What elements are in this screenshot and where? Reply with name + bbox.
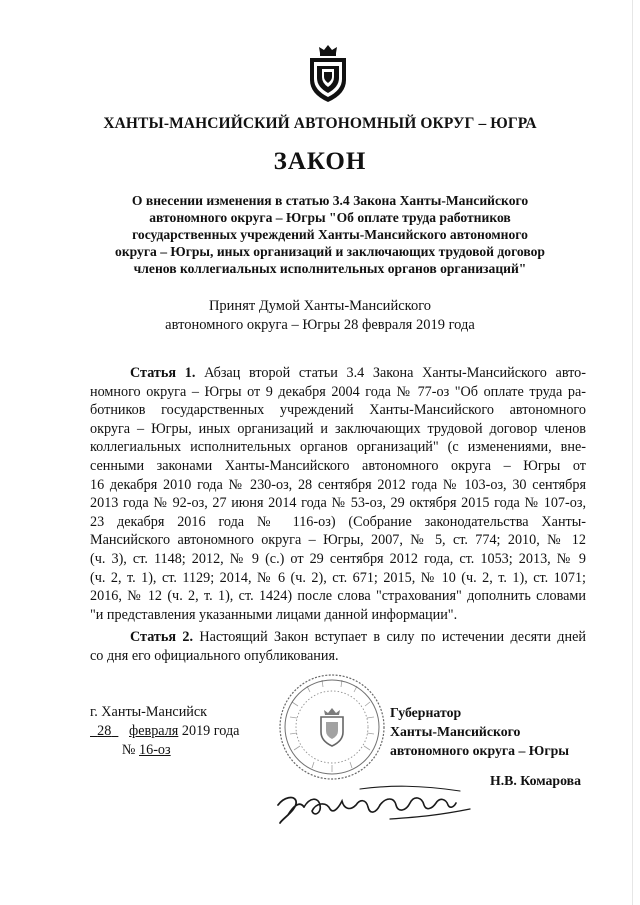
organization-heading: ХАНТЫ-МАНСИЙСКИЙ АВТОНОМНЫЙ ОКРУГ – ЮГРА — [103, 115, 537, 132]
scan-edge-line — [632, 0, 633, 905]
article-1-line: (ч. 2, т. 1), ст. 1129; 2014, № 6 (ч. 2), ст. 671; 2015, № 10 (ч. 2, т. 1), ст. 1071; — [90, 569, 586, 586]
article-1-line: 16 декабря 2010 года № 230-оз, 28 сентября 2012 года № 103-оз, 30 сентября — [90, 476, 586, 493]
law-title-line: государственных учреждений Ханты-Мансийского автономного — [132, 227, 528, 242]
article-1-line: (ч. 3), ст. 1148; 2012, № 9 (с.) от 29 сентября 2012 года, ст. 1053; 2013, № 9 — [90, 550, 586, 567]
adoption-statement — [0, 297, 640, 335]
law-title-line: О внесении изменения в статью 3.4 Закона Ханты-Мансийского — [131, 193, 529, 208]
article-2-line: со дня его официального опубликования. — [90, 647, 339, 664]
governor-name: Н.В. Комарова — [490, 773, 582, 788]
document-type-heading: ЗАКОН — [273, 148, 367, 175]
date-month: февраля — [129, 723, 179, 739]
article-1-line: номного округа – Югры от 9 декабря 2004 года № 77-оз "Об оплате труда ра- — [90, 383, 586, 400]
signing-date — [90, 722, 239, 741]
law-number: № 16-оз — [121, 742, 171, 758]
law-title-line: автономного округа – Югры "Об оплате труда работников — [149, 210, 511, 225]
article-1-line: сенными законами Ханты-Мансийского автономного округа – Югры от — [90, 457, 586, 474]
place-and-date — [90, 703, 239, 760]
article-2-first-text: Настоящий Закон вступает в силу по истечении десяти дней — [193, 629, 586, 645]
adoption-line: автономного округа – Югры 28 февраля 2019 года — [165, 317, 475, 333]
article-1-line: 23 декабря 2016 года № 116-оз) (Собрание законодательства Ханты- — [90, 513, 586, 530]
article-1-first-line — [90, 364, 586, 383]
article-1-first-text: Абзац второй статьи 3.4 Закона Ханты-Мансийского авто- — [195, 365, 586, 381]
article-1-line: ботников государственных учреждений Ханты-Мансийского автономного — [90, 402, 586, 419]
article-1-line: 2013 года № 92-оз, 27 июня 2014 года № 53-оз, 29 октября 2015 года № 107-оз, — [90, 495, 586, 512]
article-1-line: округа – Югры, иных организаций и заключающих трудовой договор членов — [90, 420, 586, 437]
article-2-label: Статья 2. — [130, 629, 194, 645]
city: г. Ханты-Мансийск — [90, 704, 208, 720]
article-1-line: "и представления указанными лицами данной информации". — [90, 606, 458, 623]
adoption-line: Принят Думой Ханты-Мансийского — [208, 298, 432, 314]
date-day: 28 — [97, 723, 112, 739]
law-number-value: 16-оз — [139, 742, 171, 758]
law-title — [95, 192, 565, 277]
governor-title-line: автономного округа – Югры — [390, 743, 570, 758]
governor-title-line: Губернатор — [390, 705, 462, 720]
governor-title-line: Ханты-Мансийского — [390, 724, 521, 739]
article-1-line: 2016, № 12 (ч. 2, т. 1), ст. 1424) после слова "страхования" дополнить словами — [90, 588, 586, 605]
article-2 — [90, 628, 586, 665]
law-title-line: членов коллегиальных исполнительных органов организаций" — [133, 261, 527, 276]
official-seal-stamp-icon — [272, 672, 392, 782]
law-title-line: округа – Югры, иных организаций и заключающих трудовой договор — [115, 244, 545, 259]
governor-title — [390, 703, 569, 760]
handwritten-signature-icon — [270, 775, 490, 835]
coat-of-arms-icon — [306, 42, 350, 104]
article-1-line: Мансийского автономного округа – Югры, 2007, № 5, ст. 774; 2010, № 12 — [90, 532, 586, 549]
article-1 — [90, 364, 586, 624]
article-1-line: коллегиальных исполнительных органов организаций" (с изменениями, вне- — [90, 439, 586, 456]
date-year: 2019 года — [181, 723, 240, 739]
article-2-first-line — [90, 628, 586, 647]
article-1-label: Статья 1. — [130, 365, 196, 381]
